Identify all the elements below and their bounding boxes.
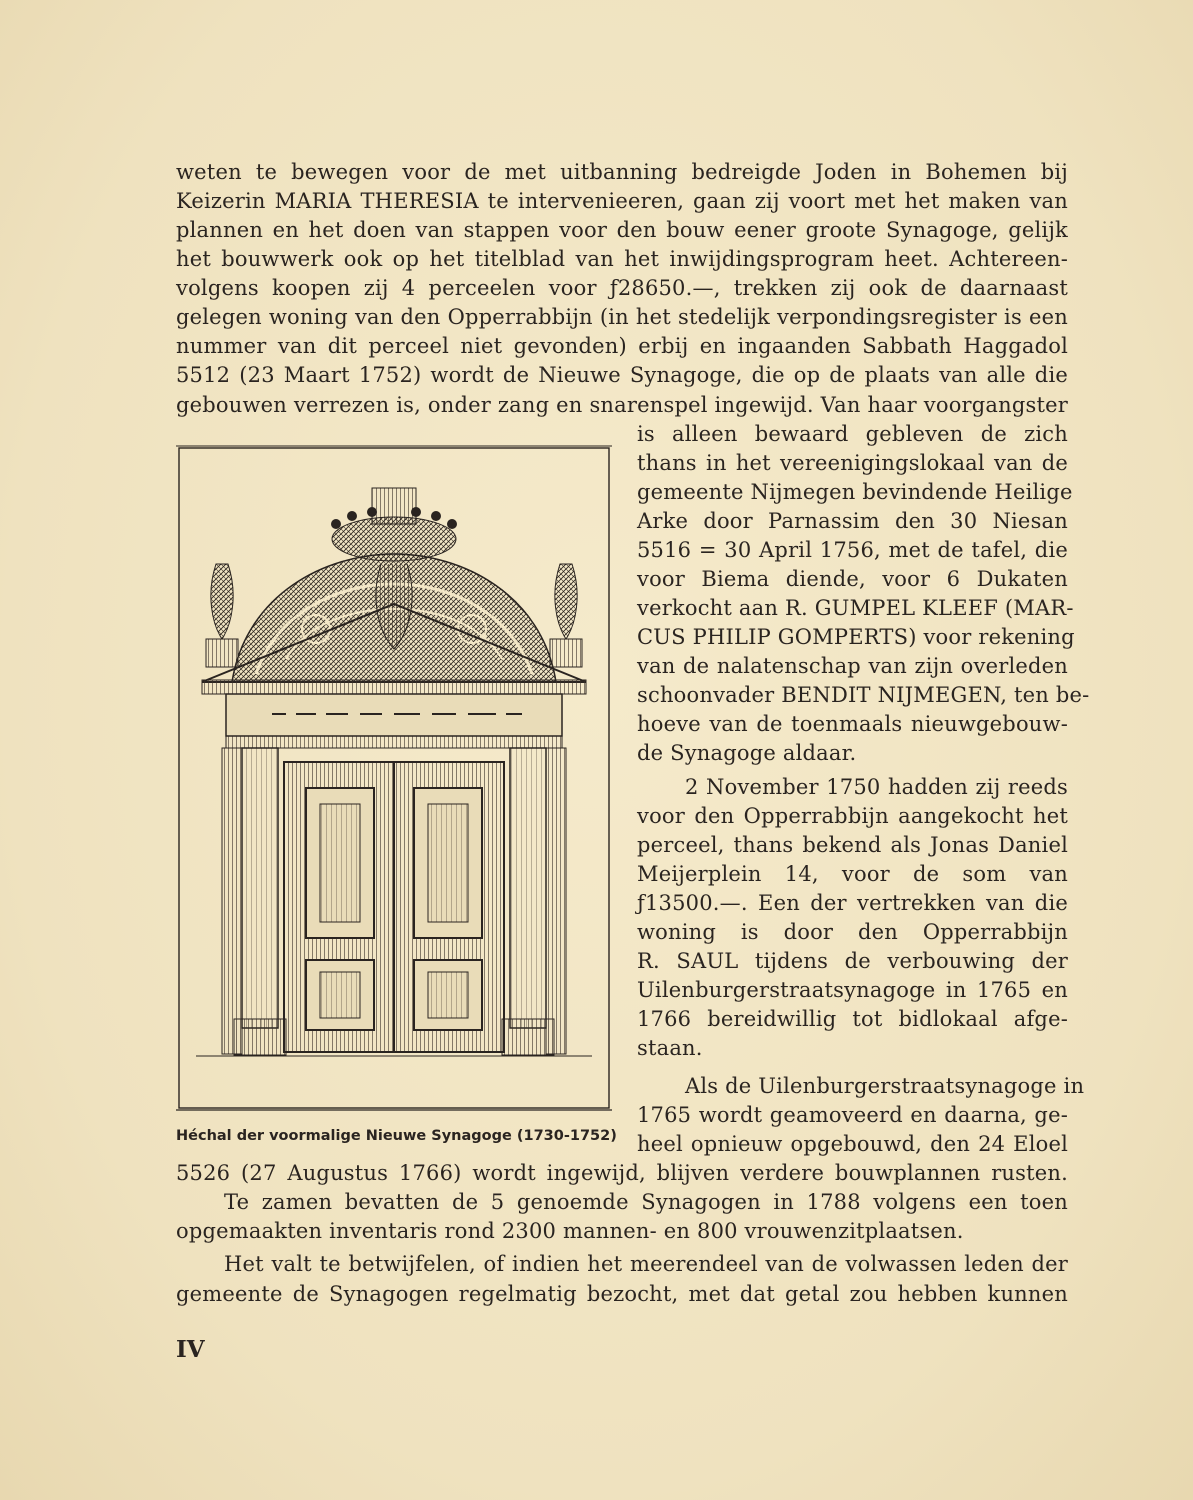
text-line: Te zamen bevatten de 5 genoemde Synagogen in 1788 volgens een toen [224,1190,1068,1214]
text-line: voor den Opperrabbijn aangekocht het [637,804,1068,828]
text-line: van de nalatenschap van zijn overleden [637,654,1068,678]
text-line: Uilenburgerstraatsynagoge in 1765 en [637,978,1068,1002]
text-line: opgemaakten inventaris rond 2300 mannen- en 800 vrouwenzitplaatsen. [176,1219,964,1243]
text-line: hoeve van de toenmaals nieuwgebouw- [637,712,1068,736]
text-line: Het valt te betwijfelen, of indien het meerendeel van de volwassen leden der [224,1252,1068,1276]
text-line: CUS PHILIP GOMPERTS) voor rekening [637,625,1075,649]
text-line: R. SAUL tijdens de verbouwing der [637,949,1068,973]
text-line: gebouwen verrezen is, onder zang en snarenspel ingewijd. Van haar voorgangster [176,393,1068,417]
text-line: 1766 bereidwillig tot bidlokaal afge- [637,1007,1068,1031]
page-number: IV [176,1336,205,1363]
text-line: 5512 (23 Maart 1752) wordt de Nieuwe Synagoge, die op de plaats van alle die [176,363,1068,387]
text-line: nummer van dit perceel niet gevonden) erbij en ingaanden Sabbath Haggadol [176,334,1068,358]
text-line: 5516 = 30 April 1756, met de tafel, die [637,538,1068,562]
text-line: perceel, thans bekend als Jonas Daniel [637,833,1068,857]
text-line: 2 November 1750 hadden zij reeds [685,775,1068,799]
text-line: woning is door den Opperrabbijn [637,920,1068,944]
text-line: weten te bewegen voor de met uitbanning bedreigde Joden in Bohemen bij [176,160,1068,184]
text-line: schoonvader BENDIT NIJMEGEN, ten be- [637,683,1090,707]
text-line: plannen en het doen van stappen voor den bouw eener groote Synagoge, gelijk [176,218,1068,242]
text-line: 5526 (27 Augustus 1766) wordt ingewijd, blijven verdere bouwplannen rusten. [176,1161,1068,1185]
text-line: ƒ13500.—. Een der vertrekken van die [637,891,1068,915]
text-line: gelegen woning van den Opperrabbijn (in het stedelijk verpondingsregister is een [176,305,1068,329]
text-line: het bouwwerk ook op het titelblad van het inwijdingsprogram heet. Achtereen- [176,247,1068,271]
text-line: 1765 wordt geamoveerd en daarna, ge- [637,1103,1068,1127]
text-line: is alleen bewaard gebleven de zich [637,422,1068,446]
figure-caption: Héchal der voormalige Nieuwe Synagoge (1730-1752) [176,1128,617,1144]
text-line: gemeente de Synagogen regelmatig bezocht, met dat getal zou hebben kunnen [176,1282,1068,1306]
text-line: gemeente Nijmegen bevindende Heilige [637,480,1073,504]
text-line: heel opnieuw opgebouwd, den 24 Eloel [637,1132,1068,1156]
text-line: Keizerin MARIA THERESIA te intervenieeren, gaan zij voort met het maken van [176,189,1068,213]
torah-ark-engraving [176,444,612,1112]
text-line: Arke door Parnassim den 30 Niesan [637,509,1068,533]
text-line: Meijerplein 14, voor de som van [637,862,1068,886]
text-line: de Synagoge aldaar. [637,741,857,765]
text-line: thans in het vereenigingslokaal van de [637,451,1068,475]
text-line: staan. [637,1036,703,1060]
text-line: Als de Uilenburgerstraatsynagoge in [685,1074,1085,1098]
text-line: volgens koopen zij 4 perceelen voor ƒ28650.—, trekken zij ook de daarnaast [176,276,1068,300]
text-line: voor Biema diende, voor 6 Dukaten [637,567,1068,591]
text-line: verkocht aan R. GUMPEL KLEEF (MAR- [637,596,1074,620]
